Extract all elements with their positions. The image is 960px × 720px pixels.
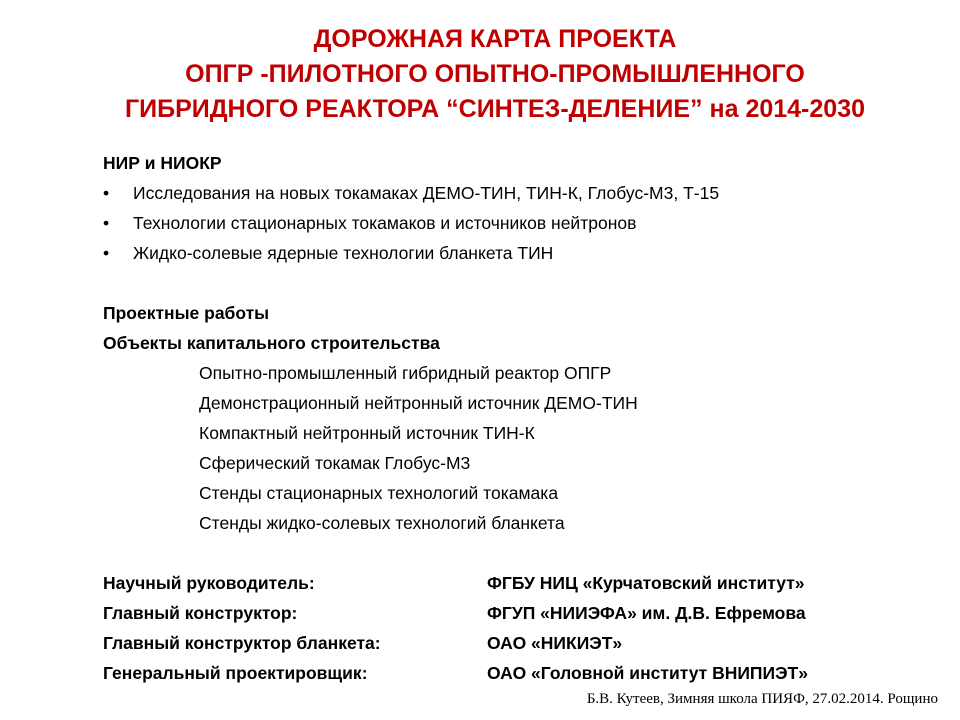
research-item-text: Технологии стационарных токамаков и источников нейтронов — [133, 213, 637, 233]
bullet-icon: • — [103, 243, 110, 263]
title-line-3: ГИБРИДНОГО РЕАКТОРА “СИНТЕЗ-ДЕЛЕНИЕ” на 2014-2030 — [124, 95, 865, 123]
role-row — [103, 568, 923, 598]
research-item — [103, 178, 923, 208]
construction-item: Стенды стационарных технологий токамака — [199, 483, 559, 503]
role-label: Генеральный проектировщик: — [103, 663, 368, 683]
spacer — [103, 538, 923, 568]
role-organization: ОАО «НИКИЭТ» — [487, 633, 623, 653]
roles-list — [103, 568, 923, 688]
role-label: Главный конструктор: — [103, 603, 298, 623]
role-row — [103, 598, 923, 628]
research-item — [103, 238, 923, 268]
slide-title — [0, 22, 960, 127]
research-item-text: Исследования на новых токамаках ДЕМО-ТИН, ТИН-К, Глобус-М3, Т-15 — [133, 183, 720, 203]
bullet-icon: • — [103, 213, 110, 233]
design-heading: Проектные работы — [103, 303, 270, 323]
research-heading: НИР и НИОКР — [103, 153, 222, 173]
role-label: Научный руководитель: — [103, 573, 315, 593]
role-row — [103, 628, 923, 658]
spacer — [103, 268, 923, 298]
construction-item: Демонстрационный нейтронный источник ДЕМО-ТИН — [199, 393, 638, 413]
role-label: Главный конструктор бланкета: — [103, 633, 381, 653]
slide-body — [103, 148, 923, 688]
research-item-text: Жидко-солевые ядерные технологии бланкета ТИН — [133, 243, 554, 263]
construction-item: Опытно-промышленный гибридный реактор ОПГР — [199, 363, 612, 383]
title-line-1: ДОРОЖНАЯ КАРТА ПРОЕКТА — [313, 25, 677, 53]
role-organization: ФГБУ НИЦ «Курчатовский институт» — [487, 573, 805, 593]
role-row — [103, 658, 923, 688]
construction-item: Сферический токамак Глобус-М3 — [199, 453, 471, 473]
research-item — [103, 208, 923, 238]
construction-item: Компактный нейтронный источник ТИН-К — [199, 423, 535, 443]
footer-citation: Б.В. Кутеев, Зимняя школа ПИЯФ, 27.02.2014. Рощино — [586, 691, 938, 707]
title-line-2: ОПГР -ПИЛОТНОГО ОПЫТНО-ПРОМЫШЛЕННОГО — [185, 60, 805, 88]
bullet-icon: • — [103, 183, 110, 203]
construction-item: Стенды жидко-солевых технологий бланкета — [199, 513, 565, 533]
role-organization: ОАО «Головной институт ВНИПИЭТ» — [487, 663, 808, 683]
construction-heading: Объекты капитального строительства — [103, 333, 440, 353]
role-organization: ФГУП «НИИЭФА» им. Д.В. Ефремова — [487, 603, 806, 623]
